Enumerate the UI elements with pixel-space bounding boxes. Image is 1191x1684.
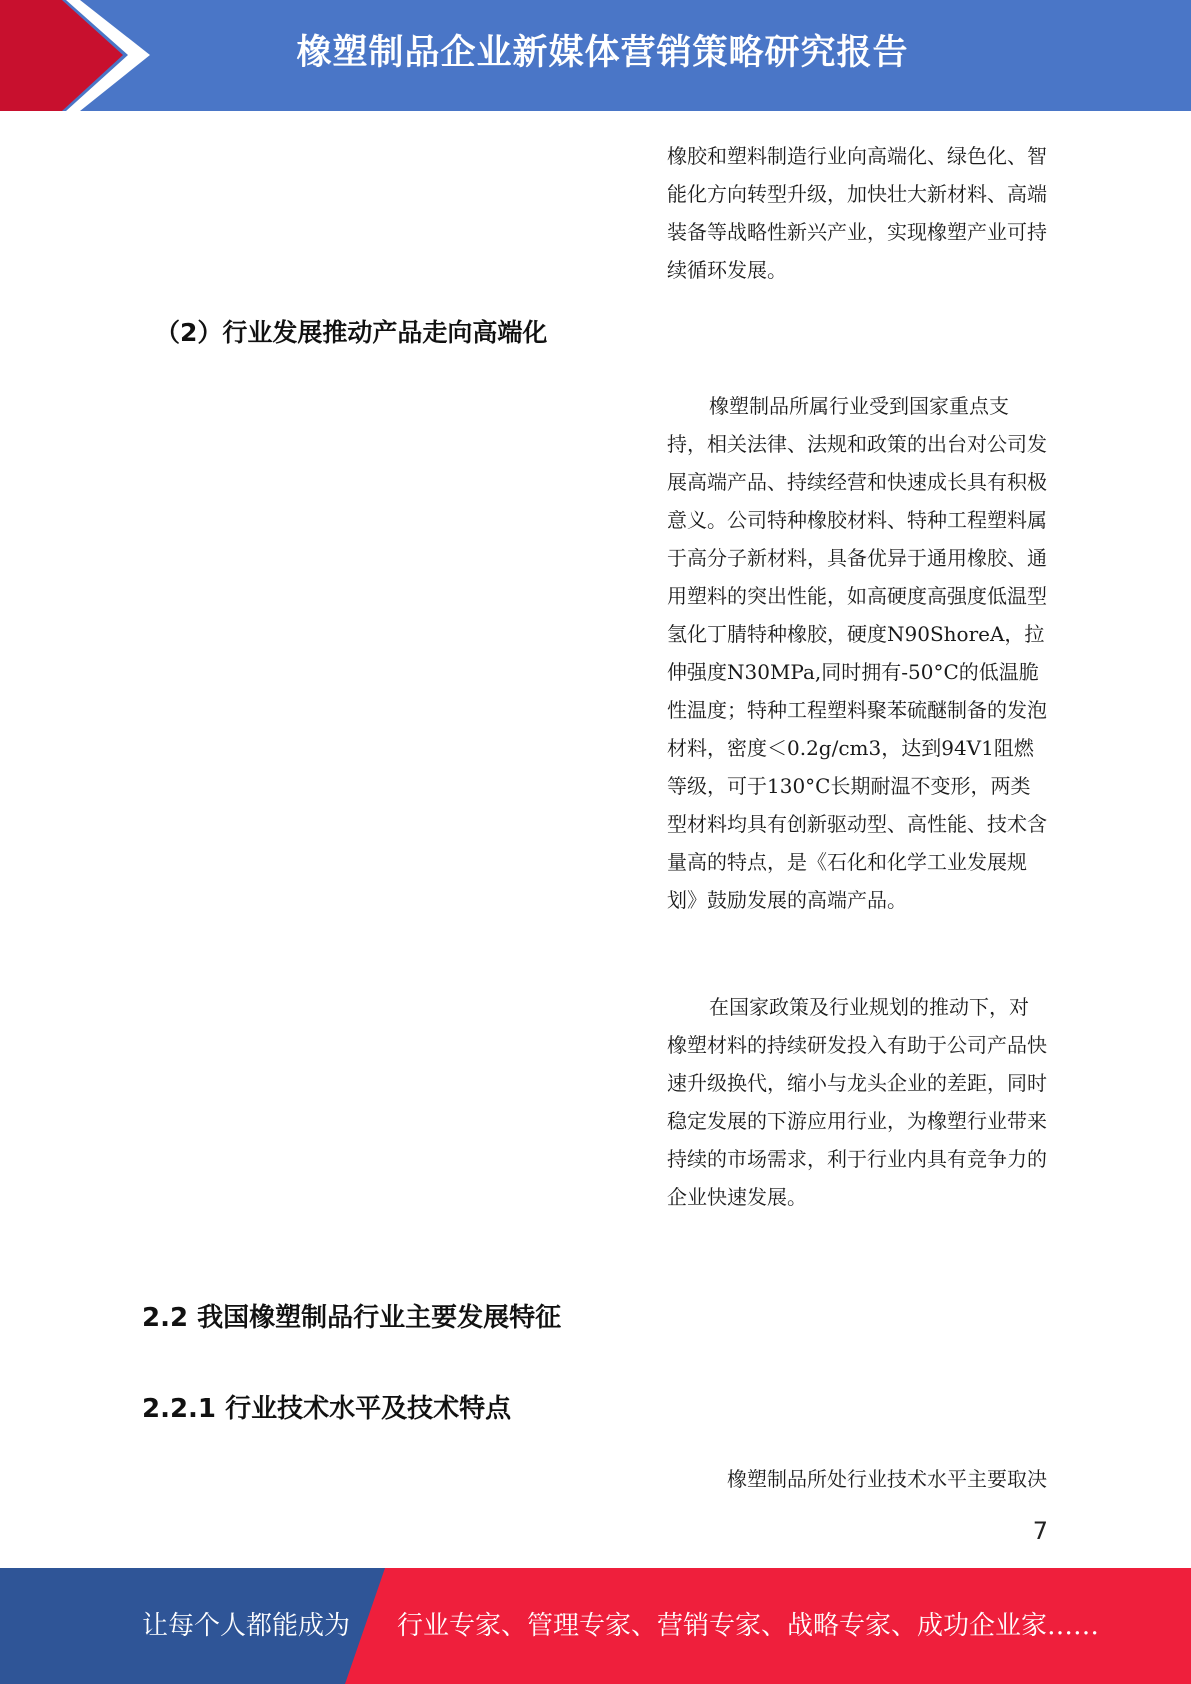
- subheading-high-end-products: （2）行业发展推动产品走向高端化: [155, 318, 548, 347]
- paragraph-technology-level: 橡塑制品所处行业技术水平主要取决: [727, 1467, 1047, 1491]
- subsection-heading-2-2-1: 2.2.1 行业技术水平及技术特点: [142, 1394, 512, 1424]
- footer-slogan-right: 行业专家、管理专家、营销专家、战略专家、成功企业家……: [397, 1611, 1100, 1641]
- paragraph-policy-driven: 在国家政策及行业规划的推动下，对橡塑材料的持续研发投入有助于公司产品快速升级换代，缩小与龙头企业的差距，同时稳定发展的下游应用行业，为橡塑行业带来持续的市场需求，利于行业内具有竞争力的企业快速发展。: [667, 995, 1047, 1209]
- page-header: [0, 0, 1191, 111]
- footer-slogan-left: 让每个人都能成为: [142, 1611, 351, 1641]
- header-red-arrow-decoration: [0, 0, 150, 111]
- paragraph-top: 橡胶和塑料制造行业向高端化、绿色化、智能化方向转型升级，加快壮大新材料、高端装备等战略性新兴产业，实现橡塑产业可持续循环发展。: [667, 144, 1047, 282]
- page-number: 7: [1032, 1517, 1048, 1545]
- report-title: 橡塑制品企业新媒体营销策略研究报告: [296, 33, 909, 73]
- paragraph-policy-support: 橡塑制品所属行业受到国家重点支持，相关法律、法规和政策的出台对公司发展高端产品、持续经营和快速成长具有积极意义。公司特种橡胶材料、特种工程塑料属于高分子新材料，具备优异于通用橡胶、通用塑料的突出性能，如高硬度高强度低温型氢化丁腈特种橡胶，硬度N90ShoreA，拉伸强度N30MPa,同时拥有-50°C的低温脆性温度；特种工程塑料聚苯硫醚制备的发泡材料，密度＜0.2g/cm3，达到94V1阻燃等级，可于130°C长期耐温不变形，两类型材料均具有创新驱动型、高性能、技术含量高的特点，是《石化和化学工业发展规划》鼓励发展的高端产品。: [667, 394, 1047, 912]
- page-footer: [0, 1568, 1191, 1684]
- section-heading-2-2: 2.2 我国橡塑制品行业主要发展特征: [142, 1303, 562, 1333]
